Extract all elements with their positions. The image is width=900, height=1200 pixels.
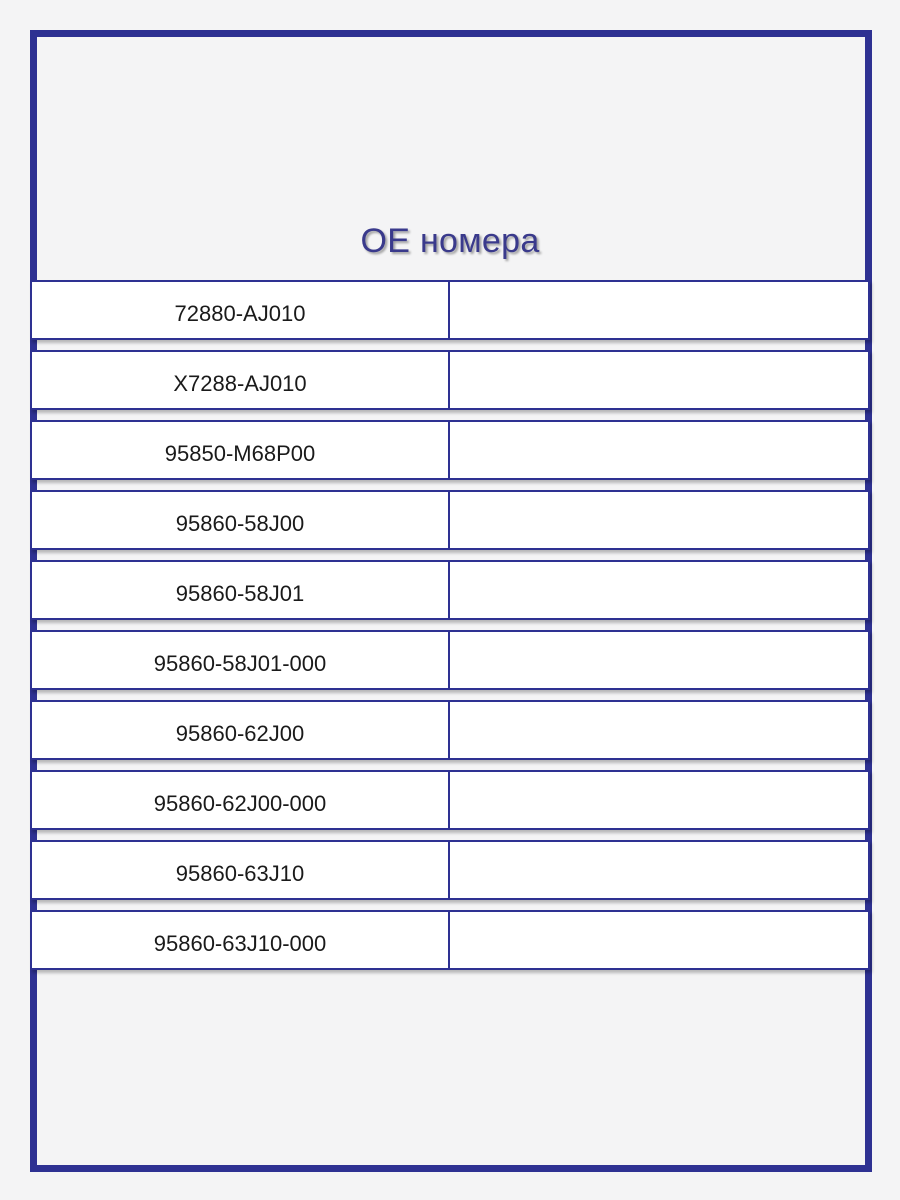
table-row (30, 280, 870, 340)
oe-number-cell: X7288-AJ010 (32, 352, 450, 408)
oe-number-cell: 95860-58J01 (32, 562, 450, 618)
page-title: ОЕ номера (360, 222, 540, 260)
empty-cell (450, 422, 868, 478)
empty-cell (450, 562, 868, 618)
empty-cell (450, 842, 868, 898)
empty-cell (450, 702, 868, 758)
empty-cell (450, 632, 868, 688)
oe-numbers-table (30, 280, 870, 980)
oe-number-cell: 95860-58J01-000 (32, 632, 450, 688)
oe-number-cell: 95860-63J10 (32, 842, 450, 898)
empty-cell (450, 282, 868, 338)
oe-number-cell: 95860-63J10-000 (32, 912, 450, 968)
oe-number-cell: 95860-58J00 (32, 492, 450, 548)
oe-number-cell: 95850-M68P00 (32, 422, 450, 478)
table-row (30, 910, 870, 970)
table-row (30, 490, 870, 550)
table-row (30, 630, 870, 690)
table-row (30, 350, 870, 410)
table-row (30, 700, 870, 760)
empty-cell (450, 492, 868, 548)
oe-number-cell: 95860-62J00 (32, 702, 450, 758)
table-row (30, 420, 870, 480)
empty-cell (450, 772, 868, 828)
empty-cell (450, 912, 868, 968)
table-row (30, 770, 870, 830)
table-row (30, 840, 870, 900)
oe-number-cell: 72880-AJ010 (32, 282, 450, 338)
empty-cell (450, 352, 868, 408)
table-row (30, 560, 870, 620)
oe-number-cell: 95860-62J00-000 (32, 772, 450, 828)
